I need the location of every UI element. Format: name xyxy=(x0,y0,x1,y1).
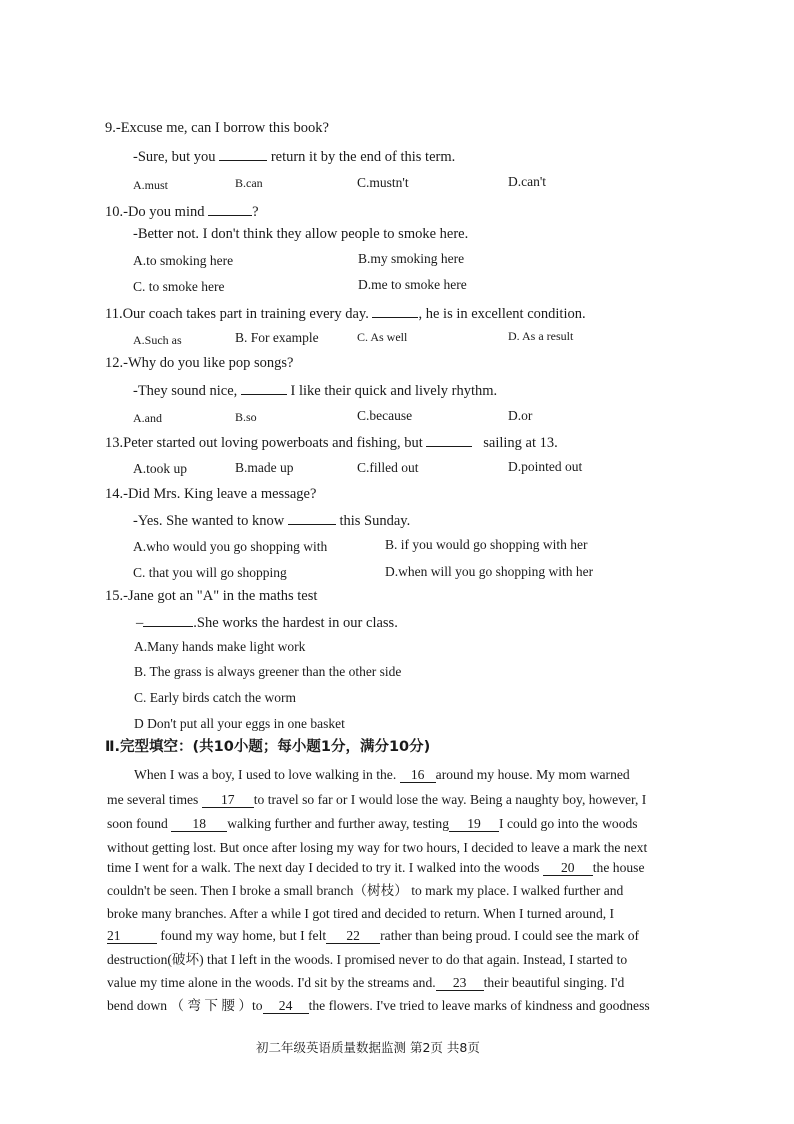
option-c: C. Early birds catch the worm xyxy=(134,690,296,705)
question-15-line2 xyxy=(136,614,398,631)
answer-blank xyxy=(426,434,472,447)
passage-line: couldn't be seen. Then I broke a small branch（树枝） to mark my place. I walked further and xyxy=(107,883,624,898)
passage-text: to travel so far or I would lose the way. Being a naughty boy, however, I xyxy=(253,792,647,807)
question-15-line2-pre: – xyxy=(136,615,144,631)
question-12-line2-pre: -They sound nice, xyxy=(133,383,238,399)
question-12-line2 xyxy=(133,382,497,399)
passage-line xyxy=(107,861,645,876)
blank-18: 18 xyxy=(171,817,227,832)
question-11-stem-pre: 11.Our coach takes part in training every day. xyxy=(105,306,369,322)
option-d: D.or xyxy=(508,408,533,423)
passage-text: the house xyxy=(592,860,645,875)
question-15-stem: 15.-Jane got an "A" in the maths test xyxy=(105,588,318,604)
blank-23: 23 xyxy=(436,976,484,991)
question-10-stem-pre: 10.-Do you mind xyxy=(105,204,205,220)
passage-text: the flowers. I've tried to leave marks of kindness and goodness xyxy=(308,998,650,1013)
passage-text: their beautiful singing. I'd xyxy=(483,975,625,990)
question-12-line2-post: I like their quick and lively rhythm. xyxy=(290,383,498,399)
answer-blank xyxy=(372,305,418,318)
passage-text: value my time alone in the woods. I'd sit by the streams and. xyxy=(107,975,436,990)
option-b: B.can xyxy=(235,176,263,190)
blank-16: 16 xyxy=(400,768,436,783)
question-9-line2 xyxy=(133,148,455,165)
question-14-line2 xyxy=(133,512,410,529)
option-c: C. As well xyxy=(357,330,408,344)
option-c: C. that you will go shopping xyxy=(133,565,287,580)
option-a: A.to smoking here xyxy=(133,253,234,268)
option-b: B.my smoking here xyxy=(358,251,465,266)
option-c: C.because xyxy=(357,408,413,423)
question-10-stem-post: ? xyxy=(252,204,259,220)
option-d: D.when will you go shopping with her xyxy=(385,564,594,579)
option-d: D.can't xyxy=(508,174,547,189)
option-a: A.Such as xyxy=(133,333,182,347)
passage-text: around my house. My mom warned xyxy=(435,767,630,782)
passage-line xyxy=(134,768,630,783)
question-14-line2-post: this Sunday. xyxy=(339,513,411,529)
passage-text: time I went for a walk. The next day I decided to try it. I walked into the woods xyxy=(107,860,540,875)
question-15-line2-post: .She works the hardest in our class. xyxy=(193,615,398,631)
blank-22: 22 xyxy=(326,929,380,944)
passage-text: walking further and further away, testing xyxy=(227,816,450,831)
passage-line: destruction(破坏) that I left in the woods. I promised never to do that again. Instead, I started to xyxy=(107,952,628,967)
passage-text: soon found xyxy=(107,816,168,831)
question-10-line2: -Better not. I don't think they allow people to smoke here. xyxy=(133,226,469,242)
question-14-stem: 14.-Did Mrs. King leave a message? xyxy=(105,486,317,502)
option-c: C.filled out xyxy=(357,460,419,475)
question-13-stem-pre: 13.Peter started out loving powerboats and fishing, but xyxy=(105,435,423,451)
option-b: B.so xyxy=(235,410,257,424)
question-11-stem-post: , he is in excellent condition. xyxy=(418,306,586,322)
option-a: A.took up xyxy=(133,461,187,476)
option-d: D. As a result xyxy=(508,329,574,343)
blank-21: 21 xyxy=(107,929,157,944)
option-b: B. if you would go shopping with her xyxy=(385,537,588,552)
option-b: B. The grass is always greener than the other side xyxy=(134,664,402,679)
question-14-line2-pre: -Yes. She wanted to know xyxy=(133,513,285,529)
passage-line xyxy=(107,976,624,991)
option-d: D Don't put all your eggs in one basket xyxy=(134,716,345,731)
passage-line xyxy=(107,999,650,1014)
question-13-stem-post: sailing at 13. xyxy=(483,435,558,451)
passage-text: found my way home, but I felt xyxy=(160,928,327,943)
answer-blank xyxy=(288,512,336,525)
passage-line xyxy=(107,817,638,832)
passage-line: broke many branches. After a while I got tired and decided to return. When I turned around, I xyxy=(107,906,615,921)
blank-17: 17 xyxy=(202,793,254,808)
passage-text: I could go into the woods xyxy=(499,816,638,831)
passage-text: rather than being proud. I could see the mark of xyxy=(380,928,640,943)
passage-text: me several times xyxy=(107,792,199,807)
question-12-stem: 12.-Why do you like pop songs? xyxy=(105,355,294,371)
option-c: C. to smoke here xyxy=(133,279,225,294)
passage-text: When I was a boy, I used to love walking in the. xyxy=(134,767,397,782)
option-a: A.who would you go shopping with xyxy=(133,539,328,554)
option-d: D.me to smoke here xyxy=(358,277,467,292)
answer-blank xyxy=(219,148,267,161)
blank-19: 19 xyxy=(449,817,499,832)
blank-24: 24 xyxy=(263,999,309,1014)
question-13-stem xyxy=(105,434,558,451)
blank-20: 20 xyxy=(543,861,593,876)
option-a: A.Many hands make light work xyxy=(134,639,306,654)
passage-line xyxy=(107,793,646,808)
question-9-line2-post: return it by the end of this term. xyxy=(270,149,456,165)
answer-blank xyxy=(143,614,193,627)
passage-line: without getting lost. But once after losing my way for two hours, I decided to leave a mark the next xyxy=(107,840,648,855)
option-c: C.mustn't xyxy=(357,175,409,190)
passage-text: bend down （ 弯 下 腰 ）to xyxy=(107,998,263,1013)
passage-line xyxy=(107,929,639,944)
page-footer: 初二年级英语质量数据监测 第2页 共8页 xyxy=(256,1040,480,1055)
answer-blank xyxy=(208,203,252,216)
question-11-stem xyxy=(105,305,586,322)
option-d: D.pointed out xyxy=(508,459,583,474)
section-title: Ⅱ.完型填空：(共10小题；每小题1分，满分10分) xyxy=(105,739,431,755)
answer-blank xyxy=(241,382,287,395)
question-9-stem: 9.-Excuse me, can I borrow this book? xyxy=(105,120,329,136)
option-b: B.made up xyxy=(235,460,294,475)
option-b: B. For example xyxy=(235,330,319,345)
option-a: A.must xyxy=(133,178,169,192)
option-a: A.and xyxy=(133,411,162,425)
question-9-line2-pre: -Sure, but you xyxy=(133,149,216,165)
question-10-stem xyxy=(105,203,259,220)
